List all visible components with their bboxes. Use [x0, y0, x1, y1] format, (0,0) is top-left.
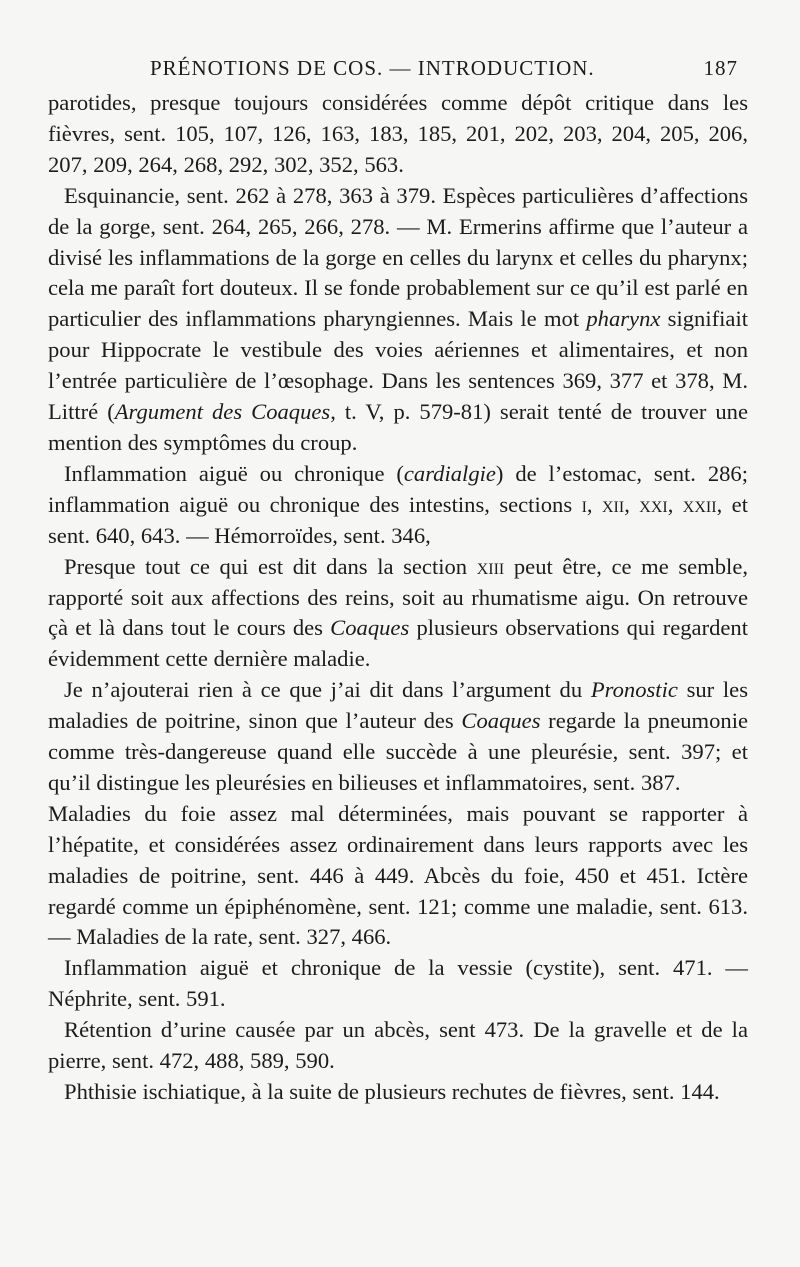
text-run: Inflammation aiguë et chronique de la vessie (cystite), sent. 471. — Néphrite, sent. 591.: [48, 955, 748, 1012]
text-run: sur les maladies de poitrine, sinon que l’auteur des: [48, 677, 748, 734]
italic-text: Pronostic: [590, 677, 678, 703]
text-run: , t. V, p. 579-81) serait tenté de trouver une mention des symptômes du croup.: [48, 399, 748, 455]
italic-text: Coaques: [461, 708, 541, 734]
text-run: Phthisie ischiatique, à la suite de plusieurs rechutes de fièvres, sent. 144.: [64, 1079, 720, 1104]
page-number: 187: [703, 56, 738, 80]
paragraph: [48, 181, 748, 459]
paragraph: [48, 1015, 748, 1077]
page-header: [48, 50, 752, 86]
text-run: plusieurs observations qui regardent évidemment cette dernière maladie.: [48, 615, 748, 672]
paragraph: [48, 459, 748, 552]
small-caps-text: i, xii, xxi, xxii: [581, 491, 717, 517]
paragraph: [48, 799, 748, 954]
italic-text: Coaques: [330, 615, 410, 641]
text-run: Presque tout ce qui est dit dans la section: [64, 553, 477, 579]
text-run: parotides, presque toujours considérées comme dépôt critique dans les fièvres, sent. 105, 107, 126, 163, 183, 185, 201, 202, 203, 204, 205, 206, 207, 209, 264, 268, 292, 302, 352, 563.: [48, 90, 748, 177]
text-run: regarde la pneumonie comme très-dangereuse quand elle succède à une pleurésie, sent. 397; et qu’il distingue les pleurésies en bilieuses et inflammatoires, sent. 387.: [48, 708, 749, 795]
text-run: ) de l’estomac, sent. 286; inflammation aiguë ou chronique des intestins, sections: [48, 460, 748, 517]
text-run: Esquinancie, sent. 262 à 278, 363 à 379. Espèces particulières d’affections de la gorge, sent. 264, 265, 266, 278. — M. Ermerins affirme que l’auteur a divisé les inflammations de la gorge en celles du larynx et celles du pharynx; cela me paraît fort douteux. Il se fonde probablement sur ce qu’il est parlé en particulier des inflammations pharyngiennes. Mais le mot: [48, 182, 748, 332]
text-run: Rétention d’urine causée par un abcès, sent 473. De la gravelle et de la pierre, sent. 472, 488, 589, 590.: [48, 1017, 748, 1074]
italic-text: Argument des Coaques: [114, 399, 331, 425]
small-caps-text: xiii: [476, 553, 505, 579]
text-run: , et sent. 640, 643. — Hémorroïdes, sent. 346,: [48, 491, 748, 548]
body-text: [48, 88, 748, 1108]
paragraph: [48, 953, 748, 1015]
italic-text: cardialgie: [403, 460, 496, 486]
text-run: Inflammation aiguë ou chronique (: [64, 460, 404, 486]
running-title: PRÉNOTIONS DE COS. — INTRODUCTION.: [150, 56, 595, 80]
text-run: peut être, ce me semble, rapporté soit aux affections des reins, soit au rhumatisme aigu. On retrouve çà et là dans tout le cours des: [48, 553, 748, 641]
paragraph: [48, 88, 748, 181]
paragraph: [48, 552, 748, 676]
paragraph: [48, 1077, 748, 1108]
text-run: Je n’ajouterai rien à ce que j’ai dit dans l’argument du: [64, 677, 591, 703]
paragraph: [48, 675, 748, 799]
text-run: signifiait pour Hippocrate le vestibule des voies aériennes et alimentaires, et non l’entrée particulière de l’œsophage. Dans les sentences 369, 377 et 378, M. Littré (: [48, 306, 748, 425]
text-run: Maladies du foie assez mal déterminées, mais pouvant se rapporter à l’hépatite, et considérées assez ordinairement dans leurs rapports avec les maladies de poitrine, sent. 446 à 449. Abcès du foie, 450 et 451. Ictère regardé comme un épiphénomène, sent. 121; comme une maladie, sent. 613. — Maladies de la rate, sent. 327, 466.: [48, 800, 748, 950]
italic-text: pharynx: [586, 306, 661, 332]
